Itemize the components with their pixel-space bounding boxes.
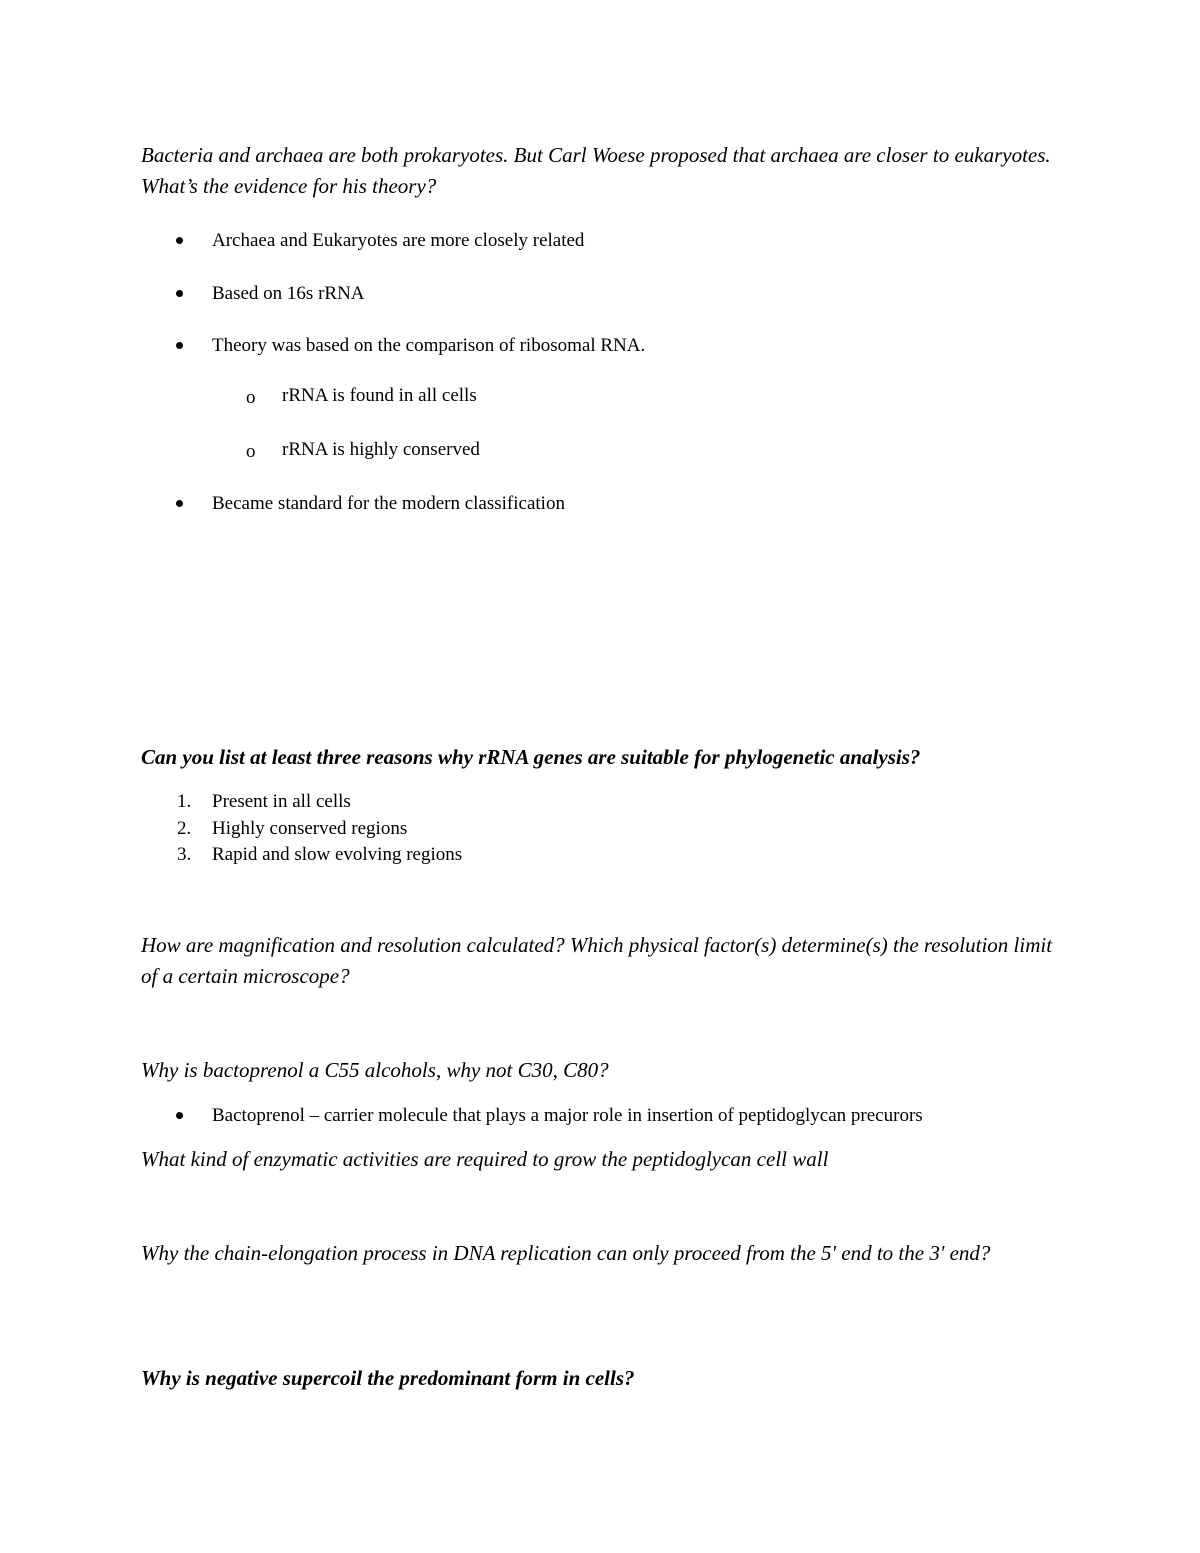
sub-list-item: rRNA is found in all cells — [282, 385, 477, 406]
question-chain-elongation: Why the chain-elongation process in DNA replication can only proceed from the 5' end to the 3' end? — [141, 1241, 991, 1265]
numbered-item: Present in all cells — [212, 791, 351, 812]
bullet-icon — [176, 290, 183, 297]
numbered-item: Rapid and slow evolving regions — [212, 844, 463, 865]
question-rrna-reasons: Can you list at least three reasons why rRNA genes are suitable for phylogenetic analysis? — [141, 745, 921, 769]
sub-list-item: rRNA is highly conserved — [282, 439, 480, 460]
list-item: Theory was based on the comparison of ribosomal RNA. — [212, 335, 646, 356]
list-item: Became standard for the modern classification — [212, 493, 565, 514]
question-magnification-resolution: How are magnification and resolution calculated? Which physical factor(s) determine(s) the resolution limit of a certain microscope? — [141, 933, 1053, 988]
bullet-icon — [176, 342, 183, 349]
bullet-icon — [176, 237, 183, 244]
bullet-icon — [176, 1112, 183, 1119]
question-woese-evidence: Bacteria and archaea are both prokaryotes. But Carl Woese proposed that archaea are closer to eukaryotes. What’s the evidence for his theory? — [141, 143, 1051, 198]
list-item: Based on 16s rRNA — [212, 283, 365, 304]
list-item: Archaea and Eukaryotes are more closely related — [212, 230, 585, 251]
sub-bullet-marker: o — [246, 387, 256, 408]
numbered-item: Highly conserved regions — [212, 818, 408, 839]
list-number: 3. — [177, 844, 192, 865]
list-number: 2. — [177, 818, 192, 839]
list-number: 1. — [177, 791, 192, 812]
question-enzymatic-activities: What kind of enzymatic activities are required to grow the peptidoglycan cell wall — [141, 1147, 829, 1171]
bullet-icon — [176, 500, 183, 507]
question-bactoprenol: Why is bactoprenol a C55 alcohols, why not C30, C80? — [141, 1058, 609, 1082]
sub-bullet-marker: o — [246, 441, 256, 462]
list-item: Bactoprenol – carrier molecule that plays a major role in insertion of peptidoglycan precurors — [212, 1105, 923, 1126]
question-negative-supercoil: Why is negative supercoil the predominant form in cells? — [141, 1366, 635, 1390]
